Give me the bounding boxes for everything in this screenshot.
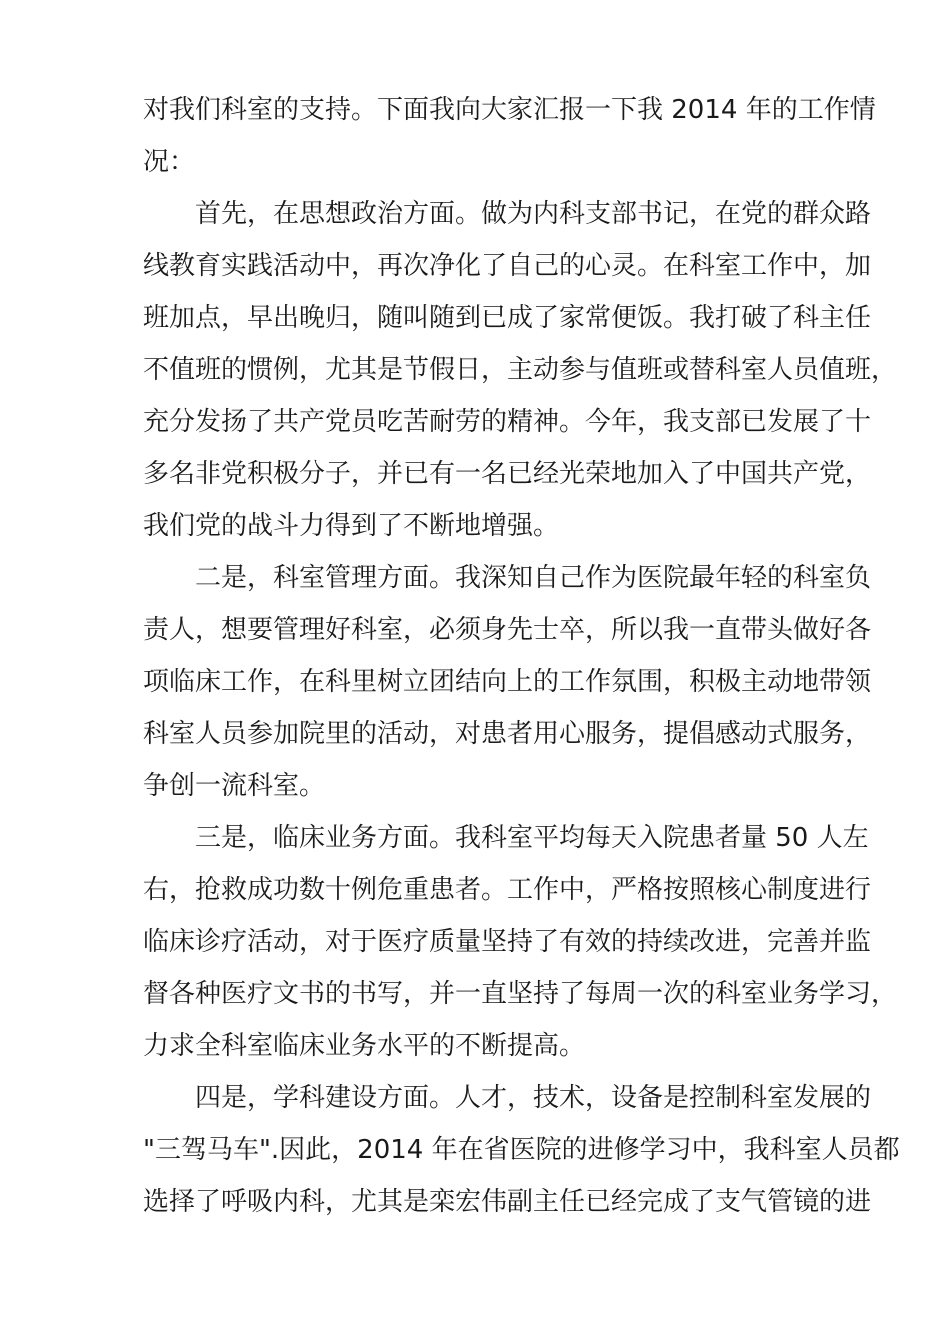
text-line: 不值班的惯例，尤其是节假日，主动参与值班或替科室人员值班， xyxy=(143,355,898,385)
text-line: 临床诊疗活动，对于医疗质量坚持了有效的持续改进，完善并监 xyxy=(143,927,872,957)
text-line: 右，抢救成功数十例危重患者。工作中，严格按照核心制度进行 xyxy=(143,875,872,905)
text-line: 我们党的战斗力得到了不断地增强。 xyxy=(143,511,560,541)
paragraph-start-line: 三是，临床业务方面。我科室平均每天入院患者量 50 人左 xyxy=(195,823,869,853)
paragraph-start-line: 四是，学科建设方面。人才，技术，设备是控制科室发展的 xyxy=(195,1083,872,1113)
text-line: 多名非党积极分子，并已有一名已经光荣地加入了中国共产党， xyxy=(143,459,872,489)
text-line: 班加点，早出晚归，随叫随到已成了家常便饭。我打破了科主任 xyxy=(143,303,872,333)
text-line: 项临床工作，在科里树立团结向上的工作氛围，积极主动地带领 xyxy=(143,667,872,697)
text-line: 争创一流科室。 xyxy=(143,771,326,801)
text-line: 况： xyxy=(143,147,196,177)
text-line: 力求全科室临床业务水平的不断提高。 xyxy=(143,1031,586,1061)
text-line: 线教育实践活动中，再次净化了自己的心灵。在科室工作中，加 xyxy=(143,251,872,281)
paragraph-start-line: 首先，在思想政治方面。做为内科支部书记，在党的群众路 xyxy=(195,199,872,229)
text-line: 科室人员参加院里的活动，对患者用心服务，提倡感动式服务， xyxy=(143,719,872,749)
text-line: 督各种医疗文书的书写，并一直坚持了每周一次的科室业务学习， xyxy=(143,979,898,1009)
text-line: 对我们科室的支持。下面我向大家汇报一下我 2014 年的工作情 xyxy=(143,95,876,125)
text-line: 选择了呼吸内科，尤其是栾宏伟副主任已经完成了支气管镜的进 xyxy=(143,1187,872,1217)
text-line: 充分发扬了共产党员吃苦耐劳的精神。今年，我支部已发展了十 xyxy=(143,407,872,437)
paragraph-start-line: 二是，科室管理方面。我深知自己作为医院最年轻的科室负 xyxy=(195,563,872,593)
text-line: "三驾马车".因此，2014 年在省医院的进修学习中，我科室人员都 xyxy=(143,1135,900,1165)
text-line: 责人，想要管理好科室，必须身先士卒，所以我一直带头做好各 xyxy=(143,615,872,645)
